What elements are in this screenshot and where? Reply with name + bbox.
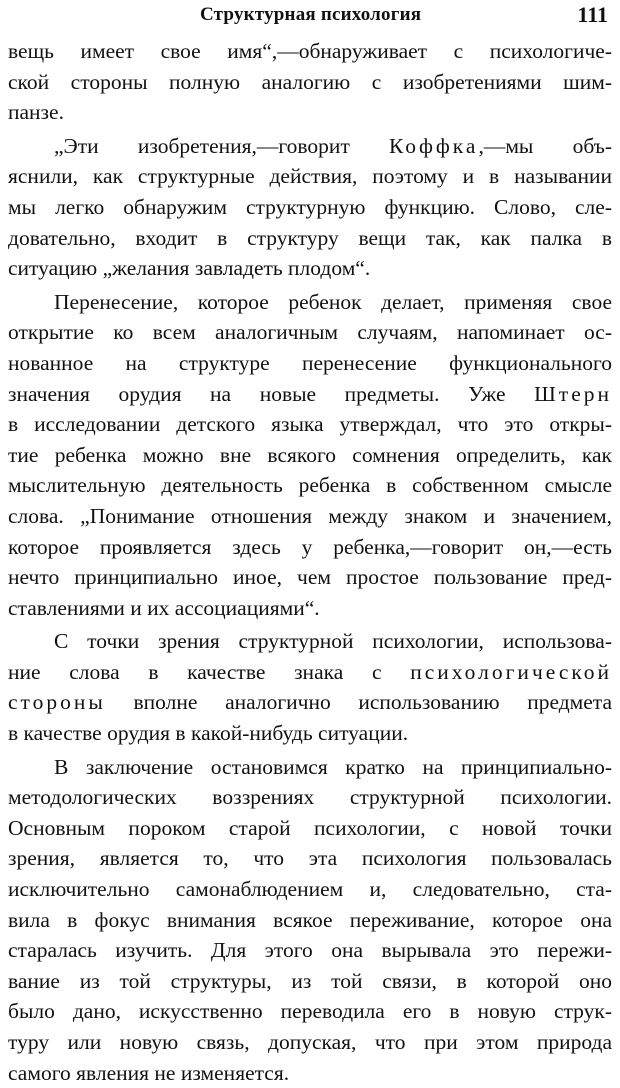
- text-line: [8, 657, 612, 688]
- text-run: довательно, входит в структуру вещи так, как палка в: [8, 225, 612, 250]
- text-run: „Эти изобретения,—говорит: [54, 133, 390, 158]
- text-run: было дано, искусственно переводила его в новую струк-: [8, 999, 612, 1024]
- text-line: [8, 409, 612, 440]
- text-run: яснили, как структурные действия, поэтому и в назывании: [8, 164, 612, 189]
- paragraph: [8, 626, 612, 748]
- running-title: Структурная психология: [200, 4, 422, 25]
- text-run: зрения, является то, что эта психология пользовалась: [8, 846, 612, 871]
- text-run: самого явления не изменяется.: [8, 1060, 290, 1085]
- paragraph: [8, 752, 612, 1088]
- page-number: 111: [577, 2, 608, 27]
- text-line: [8, 687, 612, 718]
- text-line: [8, 440, 612, 471]
- text-run: ,—мы объ-: [478, 133, 612, 158]
- text-line: [8, 470, 612, 501]
- text-line: [8, 813, 612, 844]
- text-run: мыслительную деятельность ребенка в собственном смысле: [8, 473, 612, 498]
- text-run: открытие ко всем аналогичным случаям, напоминает ос-: [8, 320, 612, 345]
- text-line: [8, 348, 612, 379]
- text-line: [8, 36, 612, 67]
- text-line: [8, 1058, 612, 1088]
- text-run: Перенесение, которое ребенок делает, применяя свое: [54, 289, 612, 314]
- text-run: Основным пороком старой психологии, с новой точки: [8, 815, 612, 840]
- text-run: ской стороны полную аналогию с изобретениями шим-: [8, 69, 612, 94]
- text-run: вание из той структуры, из той связи, в которой оно: [8, 968, 612, 993]
- text-line: [8, 317, 612, 348]
- text-line: [8, 843, 612, 874]
- text-run: ситуацию „желания завладеть плодом“.: [8, 256, 371, 281]
- emphasized-name: психологической: [410, 659, 612, 684]
- text-run: слова. „Понимание отношения между знаком и значением,: [8, 503, 612, 528]
- text-run: нечто принципиально иное, чем простое пользование пред-: [8, 565, 612, 590]
- emphasized-name: Коффка: [389, 133, 479, 158]
- text-run: панзе.: [8, 100, 64, 125]
- text-line: [8, 752, 612, 783]
- text-run: В заключение остановимся кратко на принципиально-: [54, 754, 612, 779]
- text-run: нованное на структуре перенесение функционального: [8, 350, 612, 375]
- text-run: значения орудия на новые предметы. Уже: [8, 381, 535, 406]
- text-run: тие ребенка можно вне всякого сомнения определить, как: [8, 442, 612, 467]
- text-line: [8, 593, 612, 624]
- text-line: [8, 287, 612, 318]
- text-line: [8, 253, 612, 284]
- text-line: [8, 626, 612, 657]
- text-line: [8, 97, 612, 128]
- paragraph: [8, 287, 612, 624]
- text-run: старалась изучить. Для этого она вырывала это пережи-: [8, 938, 612, 963]
- text-line: [8, 718, 612, 749]
- text-line: [8, 131, 612, 162]
- text-line: [8, 1027, 612, 1058]
- paragraph: [8, 131, 612, 284]
- text-line: [8, 223, 612, 254]
- text-line: [8, 905, 612, 936]
- text-line: [8, 935, 612, 966]
- text-run: вила в фокус внимания всякое переживание, которое она: [8, 907, 612, 932]
- text-run: вполне аналогично использованию предмета: [105, 690, 612, 715]
- text-run: ставлениями и их ассоциациями“.: [8, 595, 320, 620]
- body-text: [8, 36, 612, 1088]
- paragraph: [8, 36, 612, 128]
- text-line: [8, 562, 612, 593]
- text-line: [8, 996, 612, 1027]
- text-run: ние слова в качестве знака с: [8, 659, 411, 684]
- text-line: [8, 379, 612, 410]
- running-head: [0, 2, 620, 30]
- text-run: С точки зрения структурной психологии, использова-: [54, 629, 612, 654]
- text-run: мы легко обнаружим структурную функцию. Слово, сле-: [8, 194, 612, 219]
- emphasized-name: Штерн: [534, 381, 612, 406]
- text-line: [8, 782, 612, 813]
- text-line: [8, 532, 612, 563]
- text-run: туру или новую связь, допуская, что при этом природа: [8, 1030, 612, 1054]
- text-run: исключительно самонаблюдением и, следовательно, ста-: [8, 877, 612, 902]
- text-line: [8, 501, 612, 532]
- text-run: методологических воззрениях структурной психологии.: [8, 785, 612, 810]
- text-line: [8, 67, 612, 98]
- emphasized-name: стороны: [8, 690, 106, 715]
- text-line: [8, 161, 612, 192]
- text-line: [8, 874, 612, 905]
- text-line: [8, 966, 612, 997]
- text-run: вещь имеет свое имя“,—обнаруживает с психологиче-: [8, 39, 612, 63]
- text-run: в исследовании детского языка утверждал, что это откры-: [8, 412, 612, 437]
- text-run: в качестве орудия в какой-нибудь ситуации.: [8, 721, 409, 746]
- text-run: которое проявляется здесь у ребенка,—говорит он,—есть: [8, 534, 612, 559]
- text-line: [8, 192, 612, 223]
